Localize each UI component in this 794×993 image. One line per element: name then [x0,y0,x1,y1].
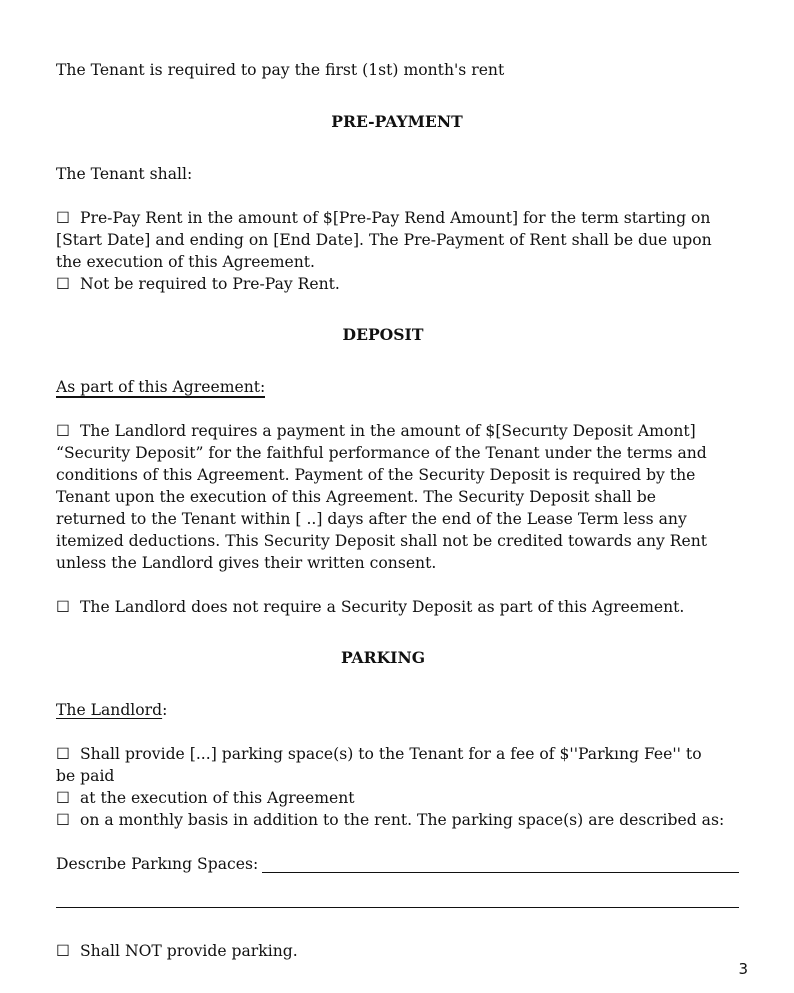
deposit-option-1-line-7: unless the Landlord gives their written consent. [56,554,437,572]
checkbox-icon[interactable]: ☐ [56,745,70,763]
checkbox-icon[interactable]: ☐ [56,789,70,807]
deposit-option-1-text: The Landlord requires a payment in the amount of $[Securıty Deposit Amont] [80,422,696,440]
intro-text: The Tenant is required to pay the first (1st) month's rent [56,61,505,79]
prepayment-option-2 [56,273,340,295]
describe-parking-input-line-2[interactable] [56,907,739,908]
parking-option-2 [56,940,298,962]
checkbox-icon[interactable]: ☐ [56,811,70,829]
deposit-option-1-line-6: itemized deductions. This Security Deposit shall not be credited towards any Rent [56,532,708,550]
deposit-option-1-line-3: conditions of this Agreement. Payment of the Security Deposit is required by the [56,466,696,484]
prepayment-heading: PRE-PAYMENT [331,112,463,131]
deposit-heading: DEPOSIT [342,325,424,344]
deposit-lead [56,376,265,398]
deposit-option-2-text: The Landlord does not require a Security Deposit as part of this Agreement. [80,598,685,616]
checkbox-icon[interactable]: ☐ [56,598,70,616]
parking-sub-option-2-text: on a monthly basis in addition to the rent. The parking space(s) are described as: [80,811,725,829]
parking-option-1-line-1 [56,743,702,765]
parking-option-1-line-2: be paid [56,767,115,785]
prepayment-option-1-line-1 [56,207,710,229]
prepayment-option-1-line-2: [Start Date] and ending on [End Date]. The Pre-Payment of Rent shall be due upon [56,231,712,249]
parking-sub-option-2 [56,809,724,831]
describe-parking-label: Descrıbe Parkıng Spaces: [56,855,259,873]
parking-sub-option-1 [56,787,355,809]
parking-sub-option-1-text: at the execution of this Agreement [80,789,355,807]
parking-option-2-text: Shall NOT provide parking. [80,942,298,960]
deposit-option-1-line-2: “Security Deposit” for the faithful performance of the Tenant under the terms and [56,444,707,462]
checkbox-icon[interactable]: ☐ [56,942,70,960]
describe-parking-input-line-1[interactable] [262,872,739,873]
parking-lead-text: The Landlord [56,701,163,719]
deposit-option-1-line-1 [56,420,696,442]
deposit-option-2 [56,596,684,618]
deposit-option-1-line-4: Tenant upon the execution of this Agreement. The Security Deposit shall be [56,488,656,506]
checkbox-icon[interactable]: ☐ [56,209,70,227]
parking-heading: PARKING [340,648,426,667]
prepayment-option-1-text: Pre-Pay Rent in the amount of $[Pre-Pay Rend Amount] for the term starting on [80,209,711,227]
parking-lead [56,699,167,721]
parking-lead-colon: : [162,701,168,719]
prepayment-option-1-line-3: the execution of this Agreement. [56,253,315,271]
parking-option-1-text: Shall provide [...] parking space(s) to the Tenant for a fee of $''Parkıng Fee'' to [80,745,702,763]
deposit-lead-text: As part of this Agreement: [56,378,266,396]
prepayment-lead: The Tenant shall: [56,165,193,183]
page-number: 3 [738,960,748,978]
prepayment-option-2-text: Not be required to Pre-Pay Rent. [80,275,340,293]
checkbox-icon[interactable]: ☐ [56,275,70,293]
checkbox-icon[interactable]: ☐ [56,422,70,440]
deposit-option-1-line-5: returned to the Tenant within [ ..] days after the end of the Lease Term less any [56,510,687,528]
